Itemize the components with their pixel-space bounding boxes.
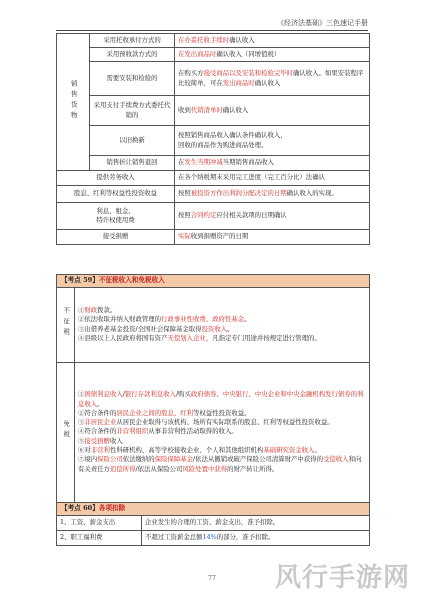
non-taxable-content: ①财政拨款。 ②依法收取并纳入财政管理的行政事业性收费、政府性基金。 ③出借养老基金投资/全国社会保障基金取得投资收入。 ④县级以上人民政府将国有资产无偿划入企业，凡指定专门用途并按规定进行管理的。 [75, 287, 370, 362]
revenue-recognition-table [56, 33, 370, 245]
labor-label: 提供劳务收入 [57, 171, 175, 186]
row-label: 采用预收款方式的 [90, 48, 175, 62]
row-text: 在发出商品时确认收入（同增值税） [175, 48, 370, 62]
deduction-label: 1、工资、薪金支出 [57, 515, 142, 530]
section-59-title: 【考点 59】不征税收入和免税收入 [57, 275, 370, 288]
deduction-label: 2、职工福利费 [57, 530, 142, 545]
row-text: 在办妥托收手续时确认收入 [175, 34, 370, 48]
deductions-table [56, 502, 370, 546]
page-number: 77 [208, 575, 216, 582]
donation-text: 实际收到捐赠资产的日期 [175, 230, 370, 245]
exempt-label: 免税 [57, 362, 75, 502]
document-header: 《经济法基础》三色速记手册 [277, 19, 368, 27]
donation-label: 接受捐赠 [57, 230, 175, 245]
deduction-text: 企业发生的合理的工资、薪金支出，准予扣除。 [142, 515, 370, 530]
exempt-content: ①国债利息收入/银行存款利息收入/购买政府债券、中央银行、中央企业和中央金融机构发行债券的利息收入。 ②符合条件的居民企业之间的股息、红利等权益性投资收益。 ③非居民企业从居民企业取得与该机构、场所有实际联系的股息、红利等权益性投资收益。 ④符合条件的非营利组织从事非营利性活动取得的收入。 ⑤接受捐赠收入 ⑥对非营利性科研机构、高等学校接收企业、个人和其他组织机构基础研究资金收入。 ⑦境内保险公司依法缴纳的保险保障基金/依法从撤销或破产保险公司清算财产中获得的受偿收入和向有关责任方追偿所得/依法从保险公司风险处置中获得的财产转让所得。 [75, 362, 370, 502]
dividend-text: 按照被投资方作出利润分配决定的日期确认收入的实现。 [175, 186, 370, 203]
row-text: 在购买方接受商品以及安装和检验完毕时确认收入。如果安装程序比较简单，可在发出商品时确认收入 [175, 62, 370, 96]
watermark-text: 风行手游网 [274, 563, 410, 593]
labor-text: 在各个纳税期末采用完工进度（完工百分比）法确认 [175, 171, 370, 186]
interest-text: 按照合同约定应付相关款项的日期确认 [175, 203, 370, 230]
sales-goods-group-label: 销售货物 [57, 34, 90, 171]
non-taxable-income-table [56, 274, 370, 503]
row-label: 需要安装和检验的 [90, 62, 175, 96]
row-text: 按照销售商品收入确认条件确认收入， 回收的商品作为购进商品处理。 [175, 126, 370, 156]
interest-label: 利息、租金、 特许权使用费 [57, 203, 175, 230]
deduction-text: 不超过工资薪金总额14%的部分，准予扣除。 [142, 530, 370, 545]
row-label: 采用支付手续费方式委托代销的 [90, 96, 175, 126]
row-label: 以旧换新 [90, 126, 175, 156]
header-rule [56, 30, 368, 31]
row-text: 在发生当期冲减当期销售商品收入 [175, 156, 370, 171]
section-60-title: 【考点 60】各项扣除 [57, 503, 370, 516]
row-label: 销售折让销售退回 [90, 156, 175, 171]
row-text: 收到代销清单时确认收入 [175, 96, 370, 126]
row-label: 采用托收承付方式的 [90, 34, 175, 48]
non-taxable-label: 不征税 [57, 287, 75, 362]
dividend-label: 股息、红利等权益性投资收益 [57, 186, 175, 203]
